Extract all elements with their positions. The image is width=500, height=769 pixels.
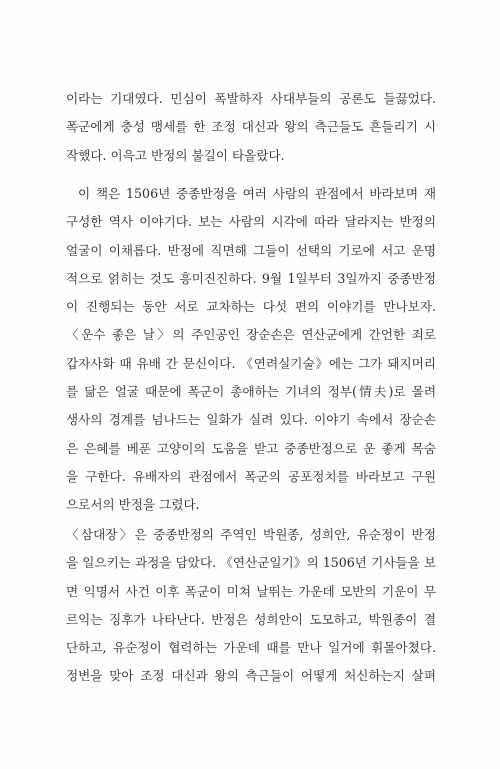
text-line: 이 진행되는 동안 서로 교차하는 다섯 편의 이야기를 만나보자. [66, 299, 436, 315]
text-line: 〈삼대장〉은 중종반정의 주역인 박원종, 성희안, 유순정이 반정 [66, 527, 436, 542]
text-line: 갑자사화 때 유배 간 문신이다. 《연려실기술》에는 그가 돼지머리 [66, 355, 436, 371]
text-line: 을 일으키는 과정을 담았다. 《연산군일기》의 1506년 기사들을 보 [66, 555, 436, 571]
text-line: 르익는 징후가 나타난다. 반정은 성희안이 도모하고, 박원종이 결 [66, 611, 436, 627]
text-line: 은 은혜를 베푼 고양이의 도움을 받고 중종반정으로 운 좋게 목숨 [66, 440, 436, 456]
text-line: 으로서의 반정을 그렸다. [66, 497, 200, 513]
text-line: 이 책은 1506년 중종반정을 여러 사람의 관점에서 바라보며 재 [78, 186, 436, 201]
text-line: 생사의 경계를 넘나드는 일화가 실려 있다. 이야기 속에서 장순손 [66, 412, 436, 428]
text-line: 을 구한다. 유배자의 관점에서 폭군의 공포정치를 바라보고 구원 [66, 468, 436, 484]
text-line: 구성한 역사 이야기다. 보는 사람의 시각에 따라 달라지는 반정의 [66, 214, 436, 230]
text-line: 단하고, 유순정이 협력하는 가운데 때를 만나 일거에 휘몰아쳤다. [66, 640, 436, 656]
text-line: 작했다. 이윽고 반정의 불길이 타올랐다. [66, 147, 285, 163]
text-line: 면 익명서 사건 이후 폭군이 미쳐 날뛰는 가운데 모반의 기운이 무 [66, 583, 436, 599]
paragraph-3 [66, 521, 436, 691]
text-line: 적으로 얽히는 것도 흥미진진하다. 9월 1일부터 3일까지 중종반정 [66, 270, 436, 286]
text-line: 를 닮은 얼굴 때문에 폭군이 총애하는 기녀의 정부(情夫)로 몰려 [66, 384, 436, 400]
text-line: 폭군에게 충성 맹세를 한 조정 대신과 왕의 측근들도 흔들리기 시 [66, 119, 436, 135]
paragraph-2 [66, 180, 436, 520]
text-line: 얼굴이 이채롭다. 반정에 직면해 그들이 선택의 기로에 서고 운명 [66, 242, 436, 258]
paragraph-1 [66, 85, 436, 170]
text-line: 정변을 맞아 조정 대신과 왕의 측근들이 어떻게 처신하는지 살펴 [66, 668, 436, 684]
text-line: 〈운수 좋은 날〉의 주인공인 장순손은 연산군에게 간언한 죄로 [66, 327, 436, 343]
text-line: 이라는 기대였다. 민심이 폭발하자 사대부들의 공론도 들끓었다. [66, 91, 436, 106]
